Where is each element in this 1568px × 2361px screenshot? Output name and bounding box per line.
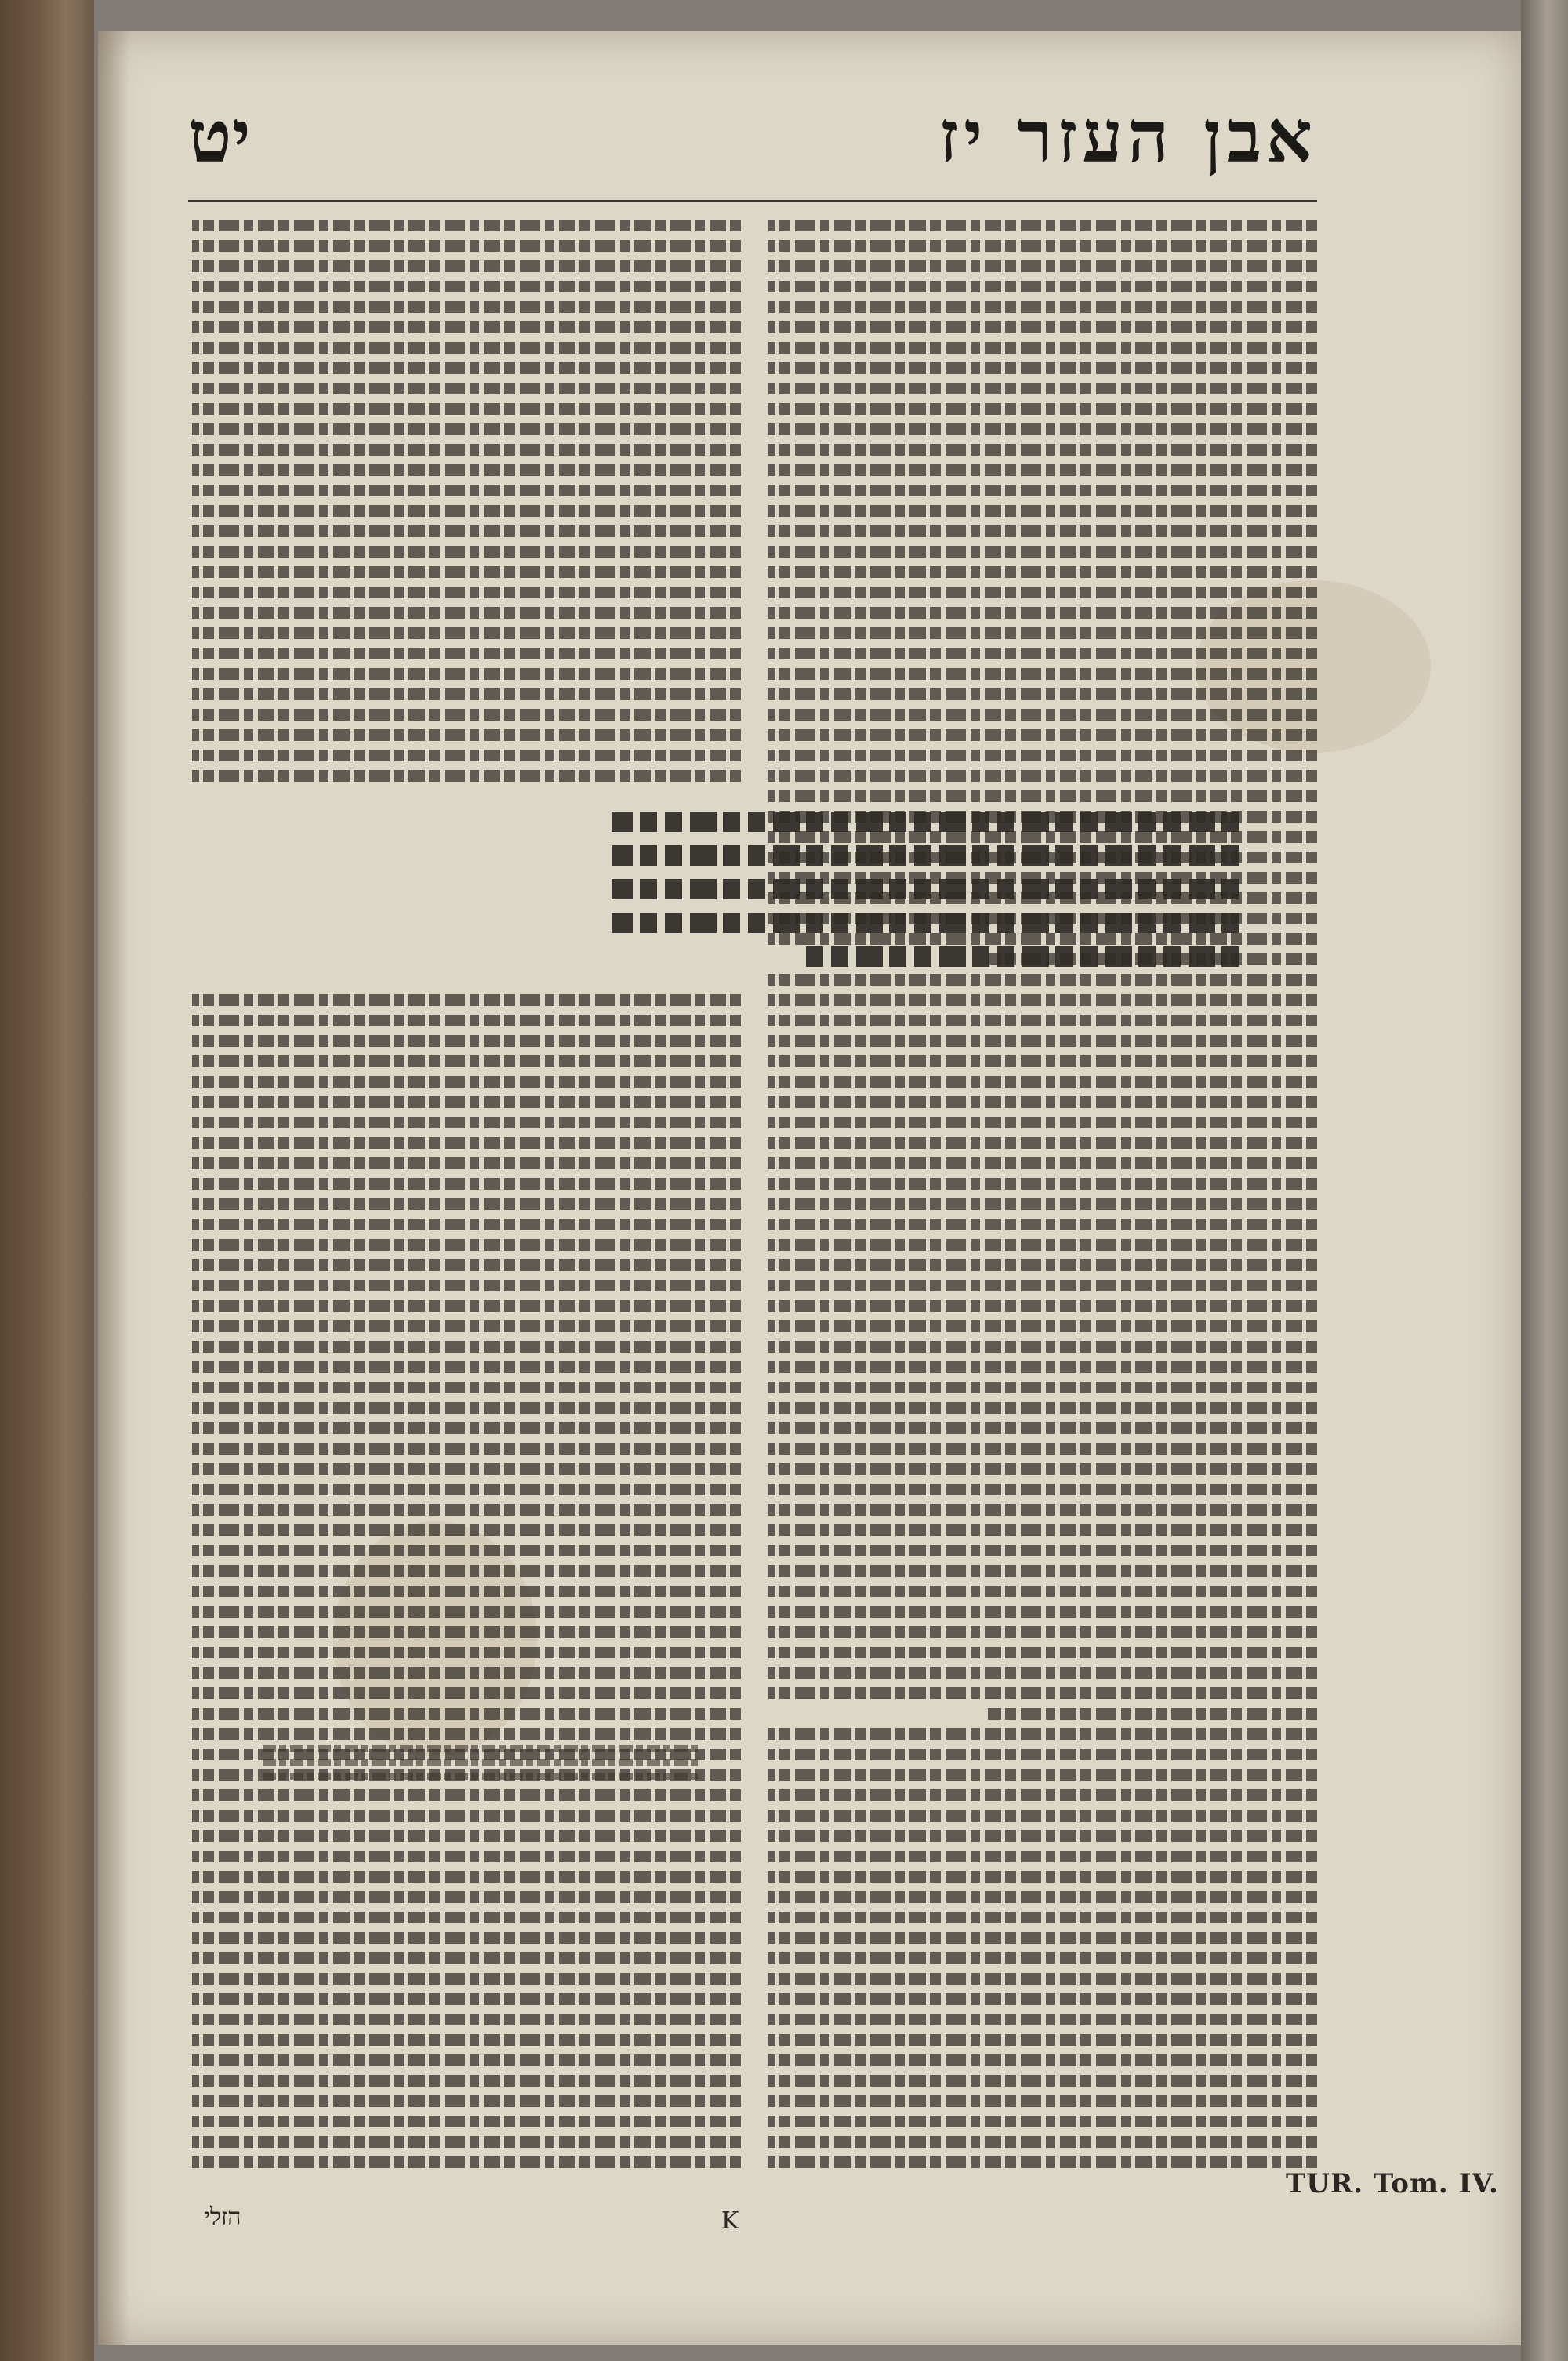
catchword: הזלי [204,2203,241,2231]
page-header [188,94,1317,196]
text-line [768,1076,1317,1088]
text-line [768,709,1317,721]
text-line [192,668,741,680]
text-line [192,2014,741,2025]
text-line [192,1952,741,1964]
text-line [768,1341,1317,1353]
text-line [192,1871,741,1883]
text-line [192,1259,741,1271]
text-line [192,342,741,354]
text-line [192,1341,741,1353]
text-line [768,1463,1317,1475]
text-line [768,281,1317,292]
text-line [768,1484,1317,1495]
text-line [192,423,741,435]
text-line [768,1035,1317,1047]
text-line [768,811,1317,823]
text-line [768,1545,1317,1556]
text-line [768,1300,1317,1312]
text-line [192,729,741,741]
text-line [192,1117,741,1128]
text-line [768,1157,1317,1169]
text-line [192,1647,741,1658]
text-line [192,1708,741,1720]
text-line [192,1422,741,1434]
text-line [768,1422,1317,1434]
text-line [192,1035,741,1047]
gutter-shadow [98,31,129,2345]
folio-number: יט [188,94,251,179]
text-line [192,2054,741,2066]
text-line [768,892,1317,904]
text-line [768,933,1317,945]
text-line [192,1219,741,1230]
text-line [192,770,741,782]
text-line [768,1361,1317,1373]
text-line [192,220,741,231]
text-line [768,648,1317,659]
text-line [192,383,741,394]
text-line [192,688,741,700]
block-gap [192,831,741,852]
block-gap [192,892,741,913]
text-line [192,362,741,374]
text-line [768,1749,1317,1760]
text-line [192,1810,741,1822]
text-line [192,2034,741,2046]
text-line [192,485,741,496]
text-line [768,1687,1317,1699]
text-line [192,1076,741,1088]
text-line [192,1443,741,1455]
text-line [768,546,1317,558]
text-line [192,1055,741,1067]
text-line [192,281,741,292]
text-line [192,1891,741,1903]
text-line [192,750,741,761]
text-line [192,464,741,476]
text-line [192,1932,741,1944]
text-line [192,1626,741,1638]
running-title: אבן העזר יז [938,94,1317,179]
text-line [988,1708,1317,1720]
text-line [768,1259,1317,1271]
text-line [192,1361,741,1373]
text-line [768,1402,1317,1414]
text-line [768,2054,1317,2066]
text-line [192,607,741,619]
text-line [192,1973,741,1985]
text-line [768,342,1317,354]
text-line [192,709,741,721]
text-line [768,790,1317,802]
text-line [192,1565,741,1577]
text-line [192,566,741,578]
text-line [768,1320,1317,1332]
text-line [192,648,741,659]
text-line [192,2116,741,2127]
text-line [768,220,1317,231]
text-line [192,1667,741,1679]
text-line [768,1055,1317,1067]
text-line [768,1973,1317,1985]
text-line [192,260,741,272]
text-line [768,1626,1317,1638]
text-line [192,321,741,333]
text-line [768,240,1317,252]
text-line [192,525,741,537]
text-line [768,750,1317,761]
block-gap [192,933,741,953]
text-line [192,240,741,252]
text-line [768,688,1317,700]
text-line [768,872,1317,884]
text-line [768,1586,1317,1597]
text-line [768,1891,1317,1903]
text-line [192,1382,741,1393]
text-line [192,1178,741,1190]
text-line [768,1952,1317,1964]
text-line [768,913,1317,924]
marginal-note [259,1745,698,1800]
text-line [192,1504,741,1516]
footer-label: TUR. Tom. IV. [1286,2168,1499,2199]
text-line [768,301,1317,313]
text-line [768,1096,1317,1108]
text-line [768,1667,1317,1679]
text-line [768,770,1317,782]
text-line [768,974,1317,986]
text-line [192,1096,741,1108]
text-line [192,2156,741,2168]
text-line [768,444,1317,456]
text-line [192,1320,741,1332]
text-line [768,729,1317,741]
text-line [768,1137,1317,1149]
block-gap [192,974,741,994]
block-gap [192,953,741,974]
text-line [192,1484,741,1495]
text-line [768,1789,1317,1801]
header-rule [188,200,1317,202]
text-line [768,2156,1317,2168]
text-line [768,1993,1317,2005]
text-line [768,362,1317,374]
text-line [768,1912,1317,1923]
block-gap [192,811,741,831]
text-line [192,1300,741,1312]
text-line [192,403,741,415]
text-line [192,587,741,598]
text-line [192,505,741,517]
text-line [768,1219,1317,1230]
facing-page-edge [1521,0,1568,2361]
text-line [768,525,1317,537]
text-line [192,1157,741,1169]
text-line [768,485,1317,496]
text-line [768,403,1317,415]
text-line [768,1178,1317,1190]
text-line [768,566,1317,578]
text-line [768,852,1317,863]
text-line [768,627,1317,639]
text-line [768,668,1317,680]
text-line [192,1993,741,2005]
text-line [768,423,1317,435]
text-line [192,2095,741,2107]
text-line [192,1402,741,1414]
text-line [192,1851,741,1862]
text-line [768,1871,1317,1883]
text-line [768,1932,1317,1944]
text-line [768,1117,1317,1128]
left-text-column [192,220,741,2177]
text-line [768,1382,1317,1393]
text-line [768,321,1317,333]
text-line [768,607,1317,619]
text-line [192,546,741,558]
text-line [768,1239,1317,1251]
block-gap [192,790,741,811]
text-line [768,1851,1317,1862]
text-line [768,260,1317,272]
text-line [768,587,1317,598]
text-line [768,1728,1317,1740]
text-line [768,383,1317,394]
text-line [192,1545,741,1556]
text-line [768,1810,1317,1822]
text-line [192,1239,741,1251]
text-line [192,1463,741,1475]
block-gap [192,872,741,892]
text-line [192,1687,741,1699]
text-line [768,1280,1317,1291]
text-line [768,464,1317,476]
text-line [768,831,1317,843]
text-line [192,1586,741,1597]
text-line [768,994,1317,1006]
text-line [768,2034,1317,2046]
right-text-column [768,220,1317,2177]
book-spine [0,0,94,2361]
text-line [192,2075,741,2087]
text-line [192,1830,741,1842]
text-line [192,444,741,456]
text-line [192,2136,741,2148]
text-line [768,1606,1317,1618]
text-line [768,2095,1317,2107]
text-line [768,1198,1317,1210]
text-line [192,994,741,1006]
text-line [768,2116,1317,2127]
text-line [768,1830,1317,1842]
text-line [192,1280,741,1291]
text-line [192,1198,741,1210]
text-line [768,505,1317,517]
text-line [768,1647,1317,1658]
text-line [768,2075,1317,2087]
text-line [768,2014,1317,2025]
text-line [192,1137,741,1149]
text-line [192,1728,741,1740]
text-line [192,301,741,313]
text-line [192,627,741,639]
text-line [768,1015,1317,1026]
text-line [768,1443,1317,1455]
text-line [768,2136,1317,2148]
text-line [192,1015,741,1026]
text-line [192,1912,741,1923]
text-line [192,1524,741,1536]
text-line [768,1565,1317,1577]
text-line [768,1769,1317,1781]
text-line [768,1524,1317,1536]
block-gap [192,852,741,872]
text-line [768,1504,1317,1516]
signature-mark: K [721,2207,739,2235]
block-gap [192,913,741,933]
text-line [192,1606,741,1618]
text-line [988,953,1317,965]
